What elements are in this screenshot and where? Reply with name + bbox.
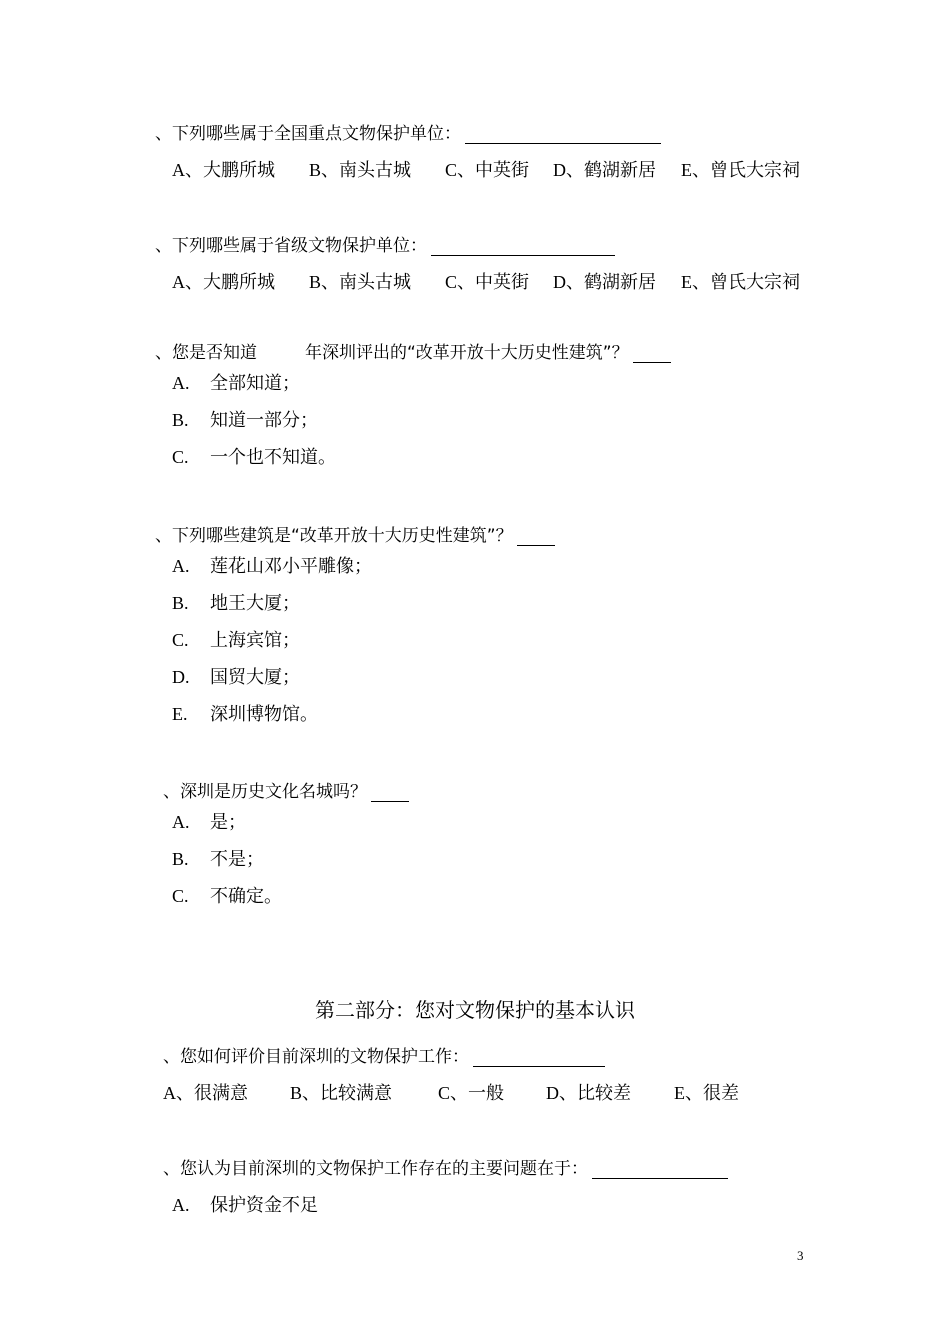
option-letter: A. [172,373,190,393]
question-4 [155,526,555,546]
question-5 [163,782,409,802]
option-text: 是； [210,812,246,832]
question-2-answer-blank[interactable] [431,237,615,256]
section-2-question-2-text: 、您认为目前深圳的文物保护工作存在的主要问题在于： [163,1159,588,1179]
question-3-option-a[interactable] [172,372,300,394]
question-2-text: 、下列哪些属于省级文物保护单位： [155,236,427,256]
option-letter: A. [172,1195,190,1215]
section-2-question-1 [163,1047,605,1067]
option-text: 全部知道； [210,373,300,393]
question-5-option-b[interactable] [172,848,264,870]
section-2-question-1-text: 、您如何评价目前深圳的文物保护工作： [163,1047,469,1067]
question-1-text: 、下列哪些属于全国重点文物保护单位： [155,124,461,144]
question-1-answer-blank[interactable] [465,125,661,144]
section-2-question-1-option-d[interactable]: D、比较差 [546,1083,631,1103]
question-5-text: 、深圳是历史文化名城吗？ [163,782,367,802]
question-5-option-a[interactable] [172,811,246,833]
option-text: 国贸大厦； [210,667,300,687]
section-2-question-1-option-b[interactable]: B、比较满意 [290,1083,393,1103]
question-4-text: 、下列哪些建筑是“改革开放十大历史性建筑”？ [155,526,513,546]
option-letter: A. [172,812,190,832]
section-2-question-1-option-e[interactable]: E、很差 [674,1083,739,1103]
question-3-option-b[interactable] [172,409,318,431]
section-2-question-1-answer-blank[interactable] [473,1048,605,1067]
question-3 [155,343,671,363]
section-2-question-1-option-c[interactable]: C、一般 [438,1083,505,1103]
question-1-options [172,159,872,181]
option-letter: C. [172,447,189,467]
section-2-question-1-option-a[interactable]: A、很满意 [163,1083,248,1103]
section-2-question-1-options [163,1082,863,1104]
question-2-option-d[interactable]: D、鹤湖新居 [553,272,656,292]
option-text: 上海宾馆； [210,630,300,650]
section-2-question-2-answer-blank[interactable] [592,1160,728,1179]
option-text: 深圳博物馆。 [210,704,318,724]
question-1-option-b[interactable]: B、南头古城 [309,160,412,180]
question-3-text-a: 、您是否知道 [155,343,257,363]
page-number: 3 [797,1248,804,1263]
section-2-question-2-option-a[interactable] [172,1194,318,1216]
option-letter: C. [172,630,189,650]
question-3-answer-blank[interactable] [633,344,671,363]
question-2-option-a[interactable]: A、大鹏所城 [172,272,275,292]
question-4-option-c[interactable] [172,629,300,651]
question-2-option-e[interactable]: E、曾氏大宗祠 [681,272,800,292]
question-2-options [172,271,872,293]
option-text: 地王大厦； [210,593,300,613]
option-letter: C. [172,886,189,906]
question-5-answer-blank[interactable] [371,783,409,802]
question-1 [155,124,661,144]
option-text: 知道一部分； [210,410,318,430]
question-2-option-b[interactable]: B、南头古城 [309,272,412,292]
option-text: 不是； [210,849,264,869]
question-3-option-c[interactable] [172,446,336,468]
question-3-text-b: 年深圳评出的“改革开放十大历史性建筑”？ [305,343,629,363]
option-text: 莲花山邓小平雕像； [210,556,372,576]
option-letter: E. [172,704,188,724]
question-1-option-e[interactable]: E、曾氏大宗祠 [681,160,800,180]
question-4-option-b[interactable] [172,592,300,614]
question-4-option-a[interactable] [172,555,372,577]
option-letter: B. [172,593,189,613]
question-2-option-c[interactable]: C、中英街 [445,272,530,292]
option-text: 一个也不知道。 [210,447,336,467]
question-2 [155,236,615,256]
section-2-title: 第二部分：您对文物保护的基本认识 [315,998,635,1022]
question-1-option-a[interactable]: A、大鹏所城 [172,160,275,180]
section-2-question-2 [163,1159,728,1179]
question-4-option-e[interactable] [172,703,318,725]
question-1-option-d[interactable]: D、鹤湖新居 [553,160,656,180]
option-letter: B. [172,410,189,430]
question-4-answer-blank[interactable] [517,527,555,546]
option-letter: A. [172,556,190,576]
question-1-option-c[interactable]: C、中英街 [445,160,530,180]
option-text: 不确定。 [210,886,282,906]
option-letter: B. [172,849,189,869]
option-letter: D. [172,667,190,687]
option-text: 保护资金不足 [210,1195,318,1215]
question-5-option-c[interactable] [172,885,282,907]
question-4-option-d[interactable] [172,666,300,688]
